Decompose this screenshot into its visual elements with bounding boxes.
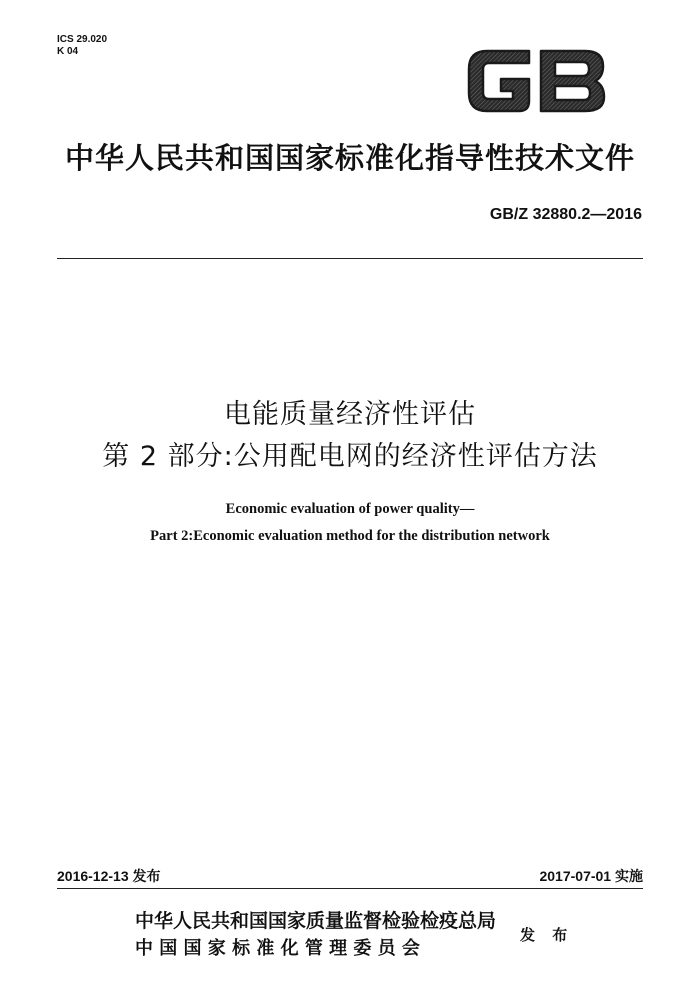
title-en-line1: Economic evaluation of power quality— [225,501,475,517]
implementation-date: 2017-07-01 实施 [539,868,643,884]
title-en-line2: Part 2:Economic evaluation method for the distribution network [150,528,550,544]
classification-codes [57,34,107,58]
ics-code: ICS 29.020 [57,34,108,45]
header-divider [57,258,643,259]
issuer-aqsiq: 中华人民共和国国家质量监督检验检疫总局 [135,910,497,932]
gb-logo-icon [463,41,610,121]
standard-number: GB/Z 32880.2—2016 [489,206,642,223]
title-cn-line2: 第 2 部分:公用配电网的经济性评估方法 [102,441,598,472]
issue-action: 发 布 [520,926,574,944]
issue-date: 2016-12-13 发布 [57,868,161,884]
ccs-code: K 04 [57,46,79,57]
issuer-sac: 中 国 国 家 标 准 化 管 理 委 员 会 [135,938,420,959]
title-cn-line1: 电能质量经济性评估 [224,399,476,430]
document-type-heading: 中华人民共和国国家标准化指导性技术文件 [64,141,635,175]
footer-divider [57,888,643,889]
